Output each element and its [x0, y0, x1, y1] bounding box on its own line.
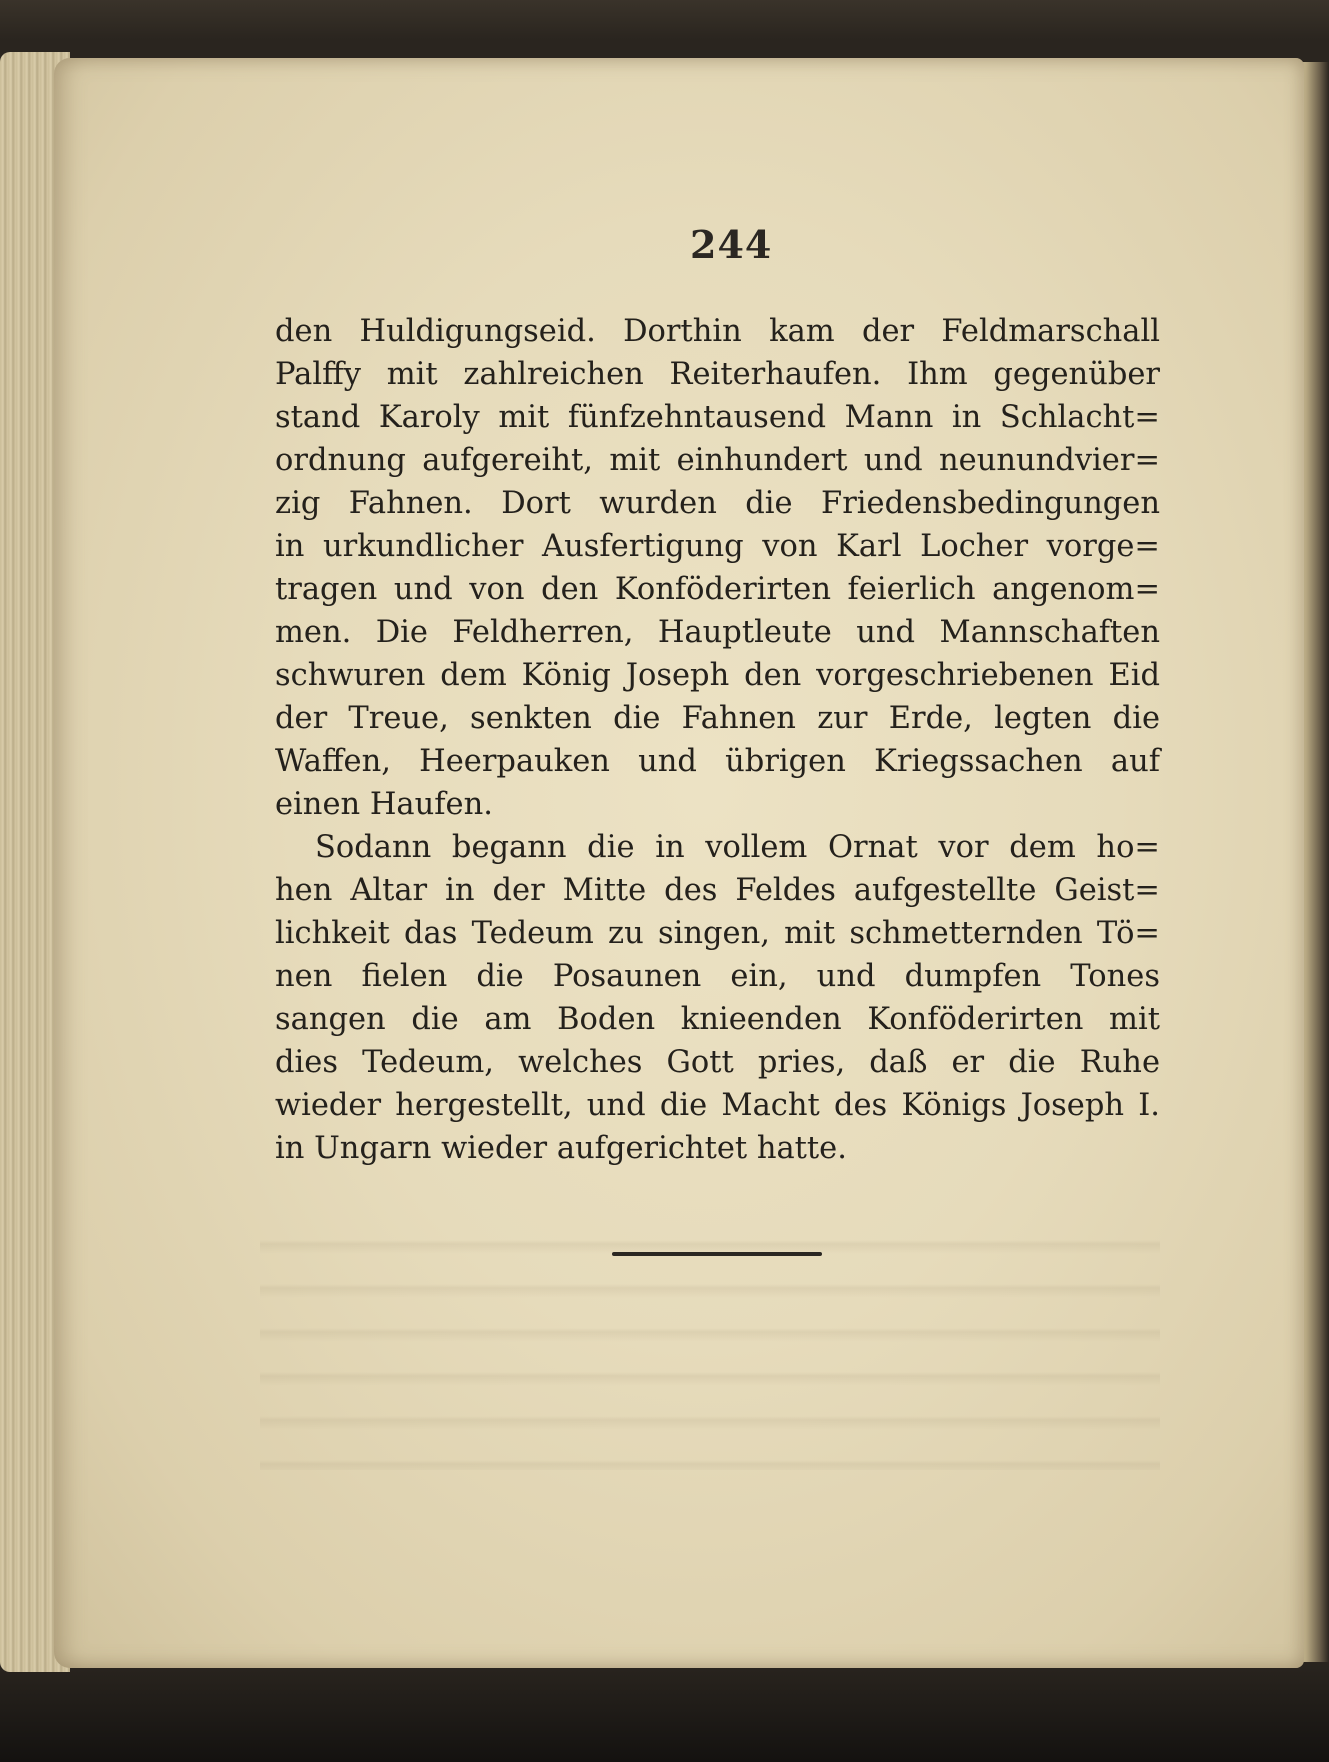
- section-end-rule: [612, 1252, 822, 1256]
- paragraph-1: [275, 310, 1160, 826]
- text-line: Sodann begann die in vollem Ornat vor dem ho=: [315, 830, 1160, 865]
- text-line: einen Haufen.: [275, 787, 493, 822]
- text-line: Waffen, Heerpauken und übrigen Kriegssachen auf: [275, 744, 1160, 779]
- text-line: wieder hergestellt, und die Macht des Königs Joseph I.: [275, 1088, 1160, 1123]
- text-line: tragen und von den Konföderirten feierlich angenom=: [275, 572, 1160, 607]
- text-line: stand Karoly mit fünfzehntausend Mann in Schlacht=: [275, 400, 1160, 435]
- text-line: in Ungarn wieder aufgerichtet hatte.: [275, 1131, 847, 1166]
- text-line: nen fielen die Posaunen ein, und dumpfen Tones: [275, 959, 1160, 994]
- text-line: schwuren dem König Joseph den vorgeschriebenen Eid: [275, 658, 1160, 693]
- text-line: zig Fahnen. Dort wurden die Friedensbedingungen: [275, 486, 1160, 521]
- text-line: men. Die Feldherren, Hauptleute und Mannschaften: [275, 615, 1160, 650]
- paragraph-2: [275, 826, 1160, 1170]
- body-text: [275, 310, 1160, 1170]
- page-number: 244: [690, 222, 773, 267]
- text-line: ordnung aufgereiht, mit einhundert und neunundvier=: [275, 443, 1160, 478]
- text-line: hen Altar in der Mitte des Feldes aufgestellte Geist=: [275, 873, 1160, 908]
- text-line: Palffy mit zahlreichen Reiterhaufen. Ihm gegenüber: [275, 357, 1160, 392]
- text-line: lichkeit das Tedeum zu singen, mit schmetternden Tö=: [275, 916, 1160, 951]
- text-line: den Huldigungseid. Dorthin kam der Feldmarschall: [275, 314, 1160, 349]
- text-line: in urkundlicher Ausfertigung von Karl Locher vorge=: [275, 529, 1160, 564]
- text-line: der Treue, senkten die Fahnen zur Erde, legten die: [275, 701, 1160, 736]
- text-line: sangen die am Boden knieenden Konföderirten mit: [275, 1002, 1160, 1037]
- show-through-text: [260, 1210, 1160, 1470]
- text-line: dies Tedeum, welches Gott pries, daß er die Ruhe: [275, 1045, 1160, 1080]
